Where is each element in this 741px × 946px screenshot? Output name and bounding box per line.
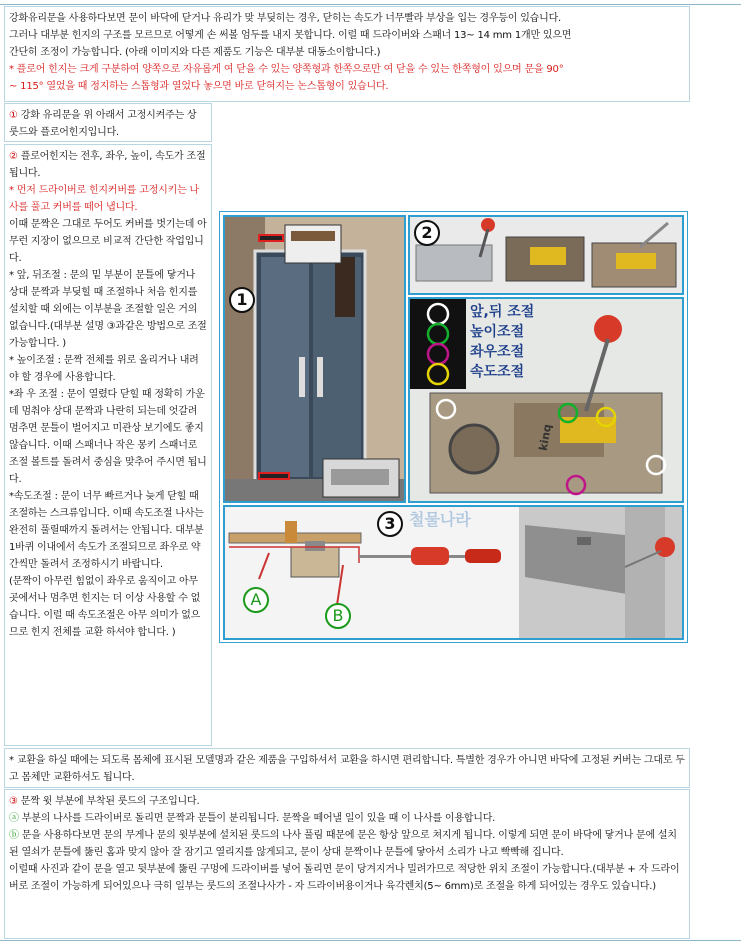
intro-line-3: 간단히 조정이 가능합니다. (아래 이미지와 다른 제품도 기능은 대부분 대동소이합니다.) [9,47,381,58]
section-2-line: 플로어힌지는 전후, 좌우, 높이, 속도가 조절됩니다. [9,151,206,179]
floor-hinge-illustration [410,217,682,293]
photo-adjustment-points [408,297,684,503]
legend-height: 높이조절 [470,324,525,340]
section-3-a-text: 부분의 나사를 드라이버로 돌리면 문짝과 문틀이 분리됩니다. 문짝을 떼어낼 일이 있을 때 이 나사를 이용합니다. [21,813,496,824]
photo-glass-door [223,215,406,503]
section-2-intro [9,148,207,182]
glass-door-illustration [225,217,404,501]
section-2-cell [4,144,212,746]
exchange-note-cell [4,748,690,788]
section-3-b [9,827,685,861]
hinge-photo-collage [219,211,688,643]
section-2-line: (문짝이 아무런 힘없이 좌우로 움직이고 아무곳에서나 멈추면 힌지는 더 이상 사용할 수 없습니다. 이럴 때 속도조절은 아무 의미가 없으므로 힌지 전체를 교환 하셔야 합니다. ) [9,576,201,638]
adjustment-points-illustration [410,299,682,501]
exchange-note: * 교환을 하실 때에는 되도록 몸체에 표시된 모델명과 같은 제품을 구입하셔서 교환을 하시면 편리합니다. 특별한 경우가 아니면 바닥에 고정된 커버는 그대로 두고 몸체만 교환하셔도 됩니다. [9,755,685,783]
section-2-line: *좌 우 조절 : 문이 열렸다 닫힐 때 정확히 가운데 멈춰야 상대 문짝과 나란히 되는데 엇갈려 멈추면 문틀이 벌어지고 미관상 보기에도 좋지 않습니다. 이때 스패너나 작은 몽키 스패너로 조절 볼트를 돌려서 중심을 맞추어 주시면 됩니다. [9,389,207,485]
intro-note-2: ~ 115° 열었을 때 정지하는 스톱형과 열었다 놓으면 바로 닫혀지는 논스톱형이 있습니다. [9,81,389,92]
photo-1-badge: 1 [229,287,255,313]
photo-floor-hinge [408,215,684,295]
section-3-title [9,793,685,810]
section-1-text [9,107,207,141]
legend-front-back: 앞,뒤 조절 [470,304,535,320]
section-3-b-text: 문을 사용하다보면 문의 무게나 문의 윗부분에 설치된 룻드의 나사 풀림 때문에 문은 항상 앞으로 쳐지게 됩니다. 이렇게 되면 문이 바닥에 닿거나 문에 설치된 열쇠가 문틀에 뚫린 홈과 맞지 않아 잘 잠기고 열리지를 않게되고, 문이 상대 문짝이나 문틀에 닿아서 소리가 나고 빡빡해 집니다. [9,830,677,858]
section-1-body: 강화 유리문을 위 아래서 고정시켜주는 상 룻드와 플로어힌지입니다. [9,110,197,138]
photo-3-badge: 3 [377,511,403,537]
label-b: B [325,603,351,629]
legend-speed: 속도조절 [470,364,525,380]
intro-note-1: * 플로어 힌지는 크게 구분하여 양쪽으로 자유롭게 여 닫을 수 있는 양쪽형과 한쪽으로만 여 닫을 수 있는 한쪽형이 있으며 문을 90° [9,64,564,75]
section-2-line: * 앞, 뒤조절 : 문의 밑 부분이 문틀에 닿거나 상대 문짝과 부딪힐 때 조절하나 처음 힌지를 설치할 때 외에는 이부분을 조절할 일은 거의 없습니다.(대부분 설명 ③과같은 방법으로 조절 가능합니다. ) [9,270,207,349]
section-2-line: * 먼저 드라이버로 힌지커버를 고정시키는 나사를 풀고 커버를 떼어 냅니다. [9,185,199,213]
section-2-number: ② [9,151,18,162]
section-3-cell [4,789,690,939]
label-a: A [243,587,269,613]
section-3-number: ③ [9,796,18,807]
section-1-cell [4,103,212,142]
section-1-number: ① [9,110,18,121]
intro-line-1: 강화유리문을 사용하다보면 문이 바닥에 닫거나 유리가 맞 부딪히는 경우, 닫히는 속도가 너무빨라 부상을 입는 경우등이 있습니다. [9,13,562,24]
section-2-line: 이때 문짝은 그대로 두어도 커버를 벗기는데 아무런 지장이 없으므로 비교적 간단한 작업입니다. [9,219,207,264]
intro-cell [4,6,690,102]
watermark-text: 철물나라 [409,510,471,529]
legend-left-right: 좌우조절 [470,344,525,360]
brand-label: kinq [536,423,555,452]
photo-2-badge: 2 [414,220,440,246]
section-3-c: 이럴때 사진과 같이 문을 열고 뒷부분에 뚫린 구멍에 드라이버를 넣어 돌리면 문이 당겨지거나 밀려가므로 적당한 위치 조절이 가능합니다.(대부분 + 자 드라이버로 조절이 가능하게 되어있으나 극히 일부는 룻드의 조절나사가 - 자 드라이버용이거나 육각렌치(5~ 6mm)로 조절을 하게 되어있는 경우도 있습니다.) [9,864,680,892]
section-3-a [9,810,685,827]
mark-b: ⓑ [9,830,19,841]
section-2-line: * 높이조절 : 문짝 전체를 위로 올리거나 내려야 할 경우에 사용합니다. [9,355,199,383]
mark-a: ⓐ [9,813,19,824]
top-rule [0,4,741,5]
photo-top-pivot [223,505,684,640]
bottom-rule [0,940,741,941]
intro-line-2: 그러나 대부분 힌지의 구조를 모르므로 어떻게 손 써볼 엄두를 내지 못합니다. 이럴 때 드라이버와 스패너 13~ 14 mm 1개만 있으면 [9,30,572,41]
section-2-line: *속도조절 : 문이 너무 빠르거나 늦게 닫힐 때 조절하는 스크류입니다. 이때 속도조절 나사는 완전히 풀릴때까지 돌려서는 안됩니다. 대부분 1바퀴 이내에서 속도가 조절되므로 좌우로 약간씩만 돌려서 조정하시기 바랍니다. [9,491,204,570]
section-3-title-text: 문짝 윗 부분에 부착된 룻드의 구조입니다. [20,796,200,807]
